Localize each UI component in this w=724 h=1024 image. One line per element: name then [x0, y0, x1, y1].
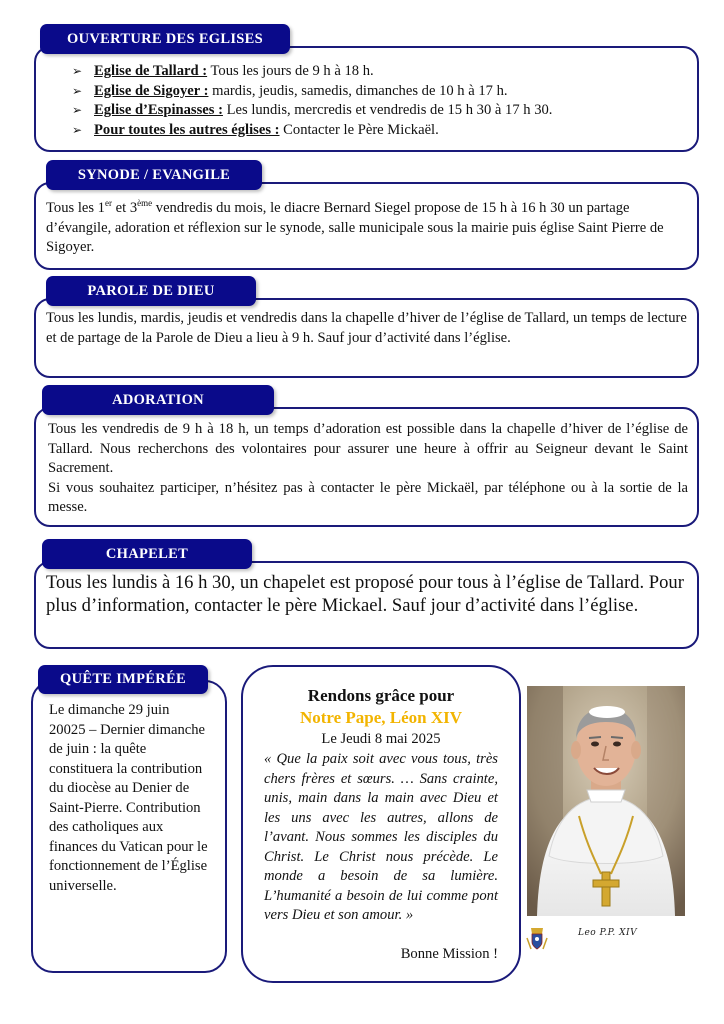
arrow-bullet-icon: ➢: [72, 83, 83, 98]
parole-title: PAROLE DE DIEU: [46, 276, 256, 306]
list-item: ➢ Eglise de Sigoyer : mardis, jeudis, samedis, dimanches de 10 h à 17 h.: [72, 82, 552, 102]
pope-photo: [527, 686, 685, 916]
pape-quote: « Que la paix soit avec vous tous, très chers frères et sœurs. … Sans crainte, unis, main dans la main avec Dieu et les uns avec les autres, allons de l’avant. Nous sommes les disciples du Christ. Le Christ nous précède. Le monde a besoin de sa lumière. L’humanité a besoin de lui comme pont vers Dieu et son amour. »: [264, 751, 498, 923]
papal-coat-of-arms: [526, 925, 548, 951]
synode-text: Tous les 1er et 3ème vendredis du mois, le diacre Bernard Siegel propose de 15 h à 16 h 30 un partage d’évangile, adoration et réflexion sur le synode, salle municipale sous la mairie puis église Saint Pierre de Sigoyer.: [46, 198, 664, 255]
ouverture-title: OUVERTURE DES EGLISES: [40, 24, 290, 54]
chapelet-title: CHAPELET: [42, 539, 252, 569]
pape-closing: Bonne Mission !: [400, 946, 498, 962]
papal-signature: Leo P.P. XIV: [578, 928, 638, 938]
adoration-title: ADORATION: [42, 385, 274, 415]
parole-text: Tous les lundis, mardis, jeudis et vendredis dans la chapelle d’hiver de l’église de Tallard, un temps de lecture et de partage de la Parole de Dieu a lieu à 9 h. Sauf jour d’activité dans l’église.: [46, 310, 687, 346]
arrow-bullet-icon: ➢: [72, 122, 83, 137]
ouverture-list: [72, 62, 552, 140]
arrow-bullet-icon: ➢: [72, 103, 83, 117]
quete-title: QUÊTE IMPÉRÉE: [38, 665, 208, 694]
adoration-text: Tous les vendredis de 9 h à 18 h, un temps d’adoration est possible dans la chapelle d’hiver de l’église de Tallard. Nous recherchons des volontaires pour assurer une heure à offrir au Seigneur devant le Saint Sacrement. Si vous souhaitez participer, n’hésitez pas à contacter le père Mickaël, par téléphone ou à la sortie de la messe.: [48, 421, 688, 515]
pape-date: Le Jeudi 8 mai 2025: [321, 731, 441, 747]
synode-title: SYNODE / EVANGILE: [46, 160, 262, 190]
coat-of-arms-icon: [526, 925, 548, 951]
pope-portrait-image: [527, 686, 685, 916]
quete-text: Le dimanche 29 juin 20025 – Dernier dimanche de juin : la quête constituera la contribution du diocèse au Denier de Saint-Pierre. Contribution des catholiques aux finances du Vatican pour le fonctionnement de l’Église universelle.: [49, 702, 208, 894]
pape-name: Notre Pape, Léon XIV: [299, 708, 463, 727]
list-item: ➢ Eglise d’Espinasses : Les lundis, mercredis et vendredis de 15 h 30 à 17 h 30.: [72, 101, 552, 121]
list-item: ➢ Eglise de Tallard : Tous les jours de 9 h à 18 h.: [72, 62, 552, 82]
arrow-bullet-icon: ➢: [72, 64, 83, 78]
chapelet-text: Tous les lundis à 16 h 30, un chapelet est proposé pour tous à l’église de Tallard. Pour plus d’information, contacter le père Mickael. Sauf jour d’activité dans l’église.: [46, 572, 684, 616]
pape-heading: Rendons grâce pour: [307, 686, 455, 705]
list-item: ➢ Pour toutes les autres églises : Contacter le Père Mickaël.: [72, 121, 552, 141]
